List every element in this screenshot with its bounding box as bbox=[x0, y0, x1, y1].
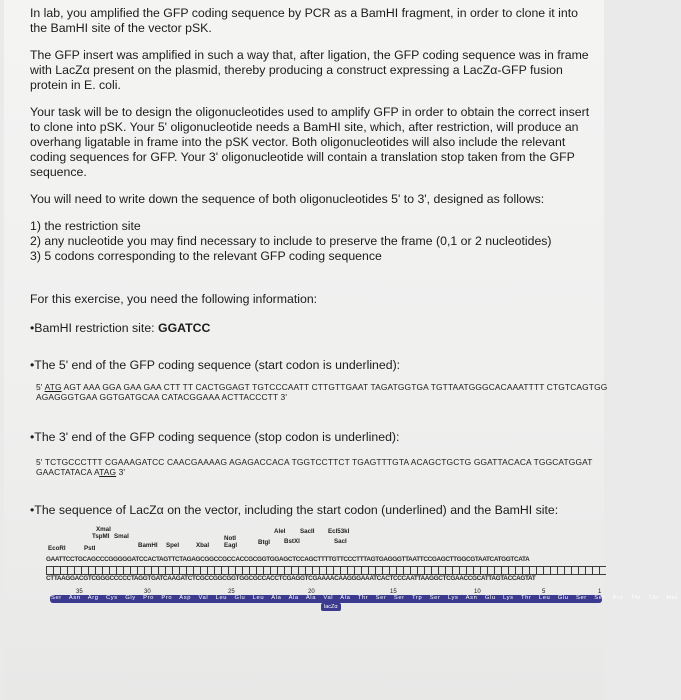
info-intro: For this exercise, you need the following information: bbox=[30, 292, 318, 306]
enzyme-label: BamHI bbox=[138, 542, 158, 549]
gfp3-stop-codon: TAG bbox=[99, 467, 117, 477]
enzyme-label: BstXI bbox=[284, 538, 300, 545]
gfp5-prefix: 5' bbox=[36, 382, 45, 392]
lacz-label: lacZα bbox=[321, 603, 341, 611]
enzyme-label: TspMI bbox=[92, 533, 110, 540]
gfp5-heading: •The 5' end of the GFP coding sequence (start codon is underlined): bbox=[30, 358, 401, 372]
position-number: 5 bbox=[542, 589, 546, 595]
enzyme-label: NotI bbox=[224, 535, 237, 542]
gfp3-sequence bbox=[36, 457, 594, 477]
bamhi-site-line bbox=[30, 321, 594, 336]
position-number: 25 bbox=[228, 589, 235, 595]
list-item: 1) the restriction site bbox=[30, 219, 141, 233]
position-number: 30 bbox=[144, 589, 151, 595]
enzyme-label: SacI bbox=[334, 538, 347, 545]
enzyme-label: BtgI bbox=[258, 539, 271, 546]
gfp3-line2-post: 3' bbox=[116, 467, 126, 477]
position-number: 20 bbox=[308, 589, 315, 595]
gfp5-start-codon: ATG bbox=[44, 382, 62, 392]
enzyme-label: Ecl53kI bbox=[328, 528, 350, 535]
enzyme-label: EagI bbox=[224, 542, 238, 549]
gfp5-sequence bbox=[36, 382, 608, 402]
enzyme-label: EcoRI bbox=[48, 545, 66, 552]
gfp3-heading: •The 3' end of the GFP coding sequence (stop codon is underlined): bbox=[30, 430, 400, 444]
top-strand: GAATTCCTGCAGCCCGGGGGATCCACTAGTTCTAGAGCGGCCGCCACCGCGGTGGAGCTCCAGCTTTTGTTCCCTTTAGTGAGGGTTAATTCCGAGCTTGGCGTAATCATGGTCATA bbox=[46, 556, 530, 563]
enzyme-label: PstI bbox=[84, 545, 96, 552]
intro-paragraph: In lab, you amplified the GFP coding sequence by PCR as a BamHI fragment, in order to clone it into the BamHI site of the vector pSK. bbox=[30, 6, 578, 35]
gfp5-line1: AGT AAA GGA GAA GAA CTT TT CACTGGAGT TGTCCCAATT CTTGTTGAAT TAGATGGTGA TGTTAATGGGCACAAATTTT CTGTCAGTGG bbox=[61, 382, 608, 392]
gfp3-line1: 5' TCTGCCCTTT CGAAAGATCC CAACGAAAAG AGAGACCACA TGGTCCTTCT TGAGTTTGTA ACAGCTGCTG GGATTACACA TGGCATGGAT bbox=[36, 457, 593, 467]
instructions-paragraph: You will need to write down the sequence of both oligonucleotides 5' to 3', designed as follows: bbox=[30, 192, 545, 206]
task-paragraph: Your task will be to design the oligonucleotides used to amplify GFP in order to obtain the correct insert to clone into pSK. Your 5' oligonucleotide needs a BamHI site, which, after restriction, will produce an overhang ligatable in frame into the pSK vector. Both oligonucleotides will also include the relevant coding sequences for GFP. Your 3' oligonucleotide will contain a translation stop taken from the GFP sequence. bbox=[30, 105, 590, 179]
enzyme-label: AleI bbox=[274, 528, 286, 535]
enzyme-label: SacII bbox=[300, 528, 315, 535]
enzyme-label: SmaI bbox=[114, 533, 129, 540]
enzyme-label: SpeI bbox=[166, 542, 180, 549]
worksheet-page bbox=[4, 0, 678, 700]
position-number: 10 bbox=[474, 589, 481, 595]
position-number: 1 bbox=[598, 589, 602, 595]
gfp5-line2: AGAGGGTGAA GGTGATGCAA CATACGGAAA ACTTACCCTT 3' bbox=[36, 392, 288, 402]
bamhi-site: GGATCC bbox=[158, 321, 211, 335]
gfp-insert-paragraph: The GFP insert was amplified in such a way that, after ligation, the GFP coding sequence was in frame with LacZα present on the plasmid, thereby producing a construct expressing a LacZα-GFP fusion protein in E. coli. bbox=[30, 48, 589, 92]
sequence-ruler bbox=[46, 566, 606, 575]
list-item: 2) any nucleotide you may find necessary to include to preserve the frame (0,1 or 2 nucleotides) bbox=[30, 234, 552, 248]
gfp3-line2-pre: GAACTATACA A bbox=[36, 467, 100, 477]
enzyme-label: XbaI bbox=[196, 542, 210, 549]
bamhi-label: •BamHI restriction site: bbox=[30, 321, 158, 335]
list-item: 3) 5 codons corresponding to the relevant GFP coding sequence bbox=[30, 249, 382, 263]
lacz-sequence-map bbox=[46, 526, 678, 610]
position-number: 35 bbox=[76, 589, 83, 595]
bottom-strand: CTTAAGGACGTCGGGCCCCCTAGGTGATCAAGATCTCGCCGGCGGTGGCGCCACCTCGAGGTCGAAAACAAGGGAAATCACTCCCAATTAAGGCTCGAACCGCATTAGTACCAGTAT bbox=[46, 575, 536, 582]
amino-acid-sequence: Ser Asn Arg Cys Gly Pro Pro Asp Val Leu Glu Leu Ala Ala Ala Val Ala Thr Ser Ser Trp Ser Lys Asn Glu Lys Thr Leu Glu Ser Ser Pro Thr Thr Met bbox=[51, 595, 678, 601]
lacz-heading: •The sequence of LacZα on the vector, including the start codon (underlined) and the BamHI site: bbox=[30, 503, 559, 517]
enzyme-label: XmaI bbox=[96, 526, 111, 533]
position-number: 15 bbox=[390, 589, 397, 595]
